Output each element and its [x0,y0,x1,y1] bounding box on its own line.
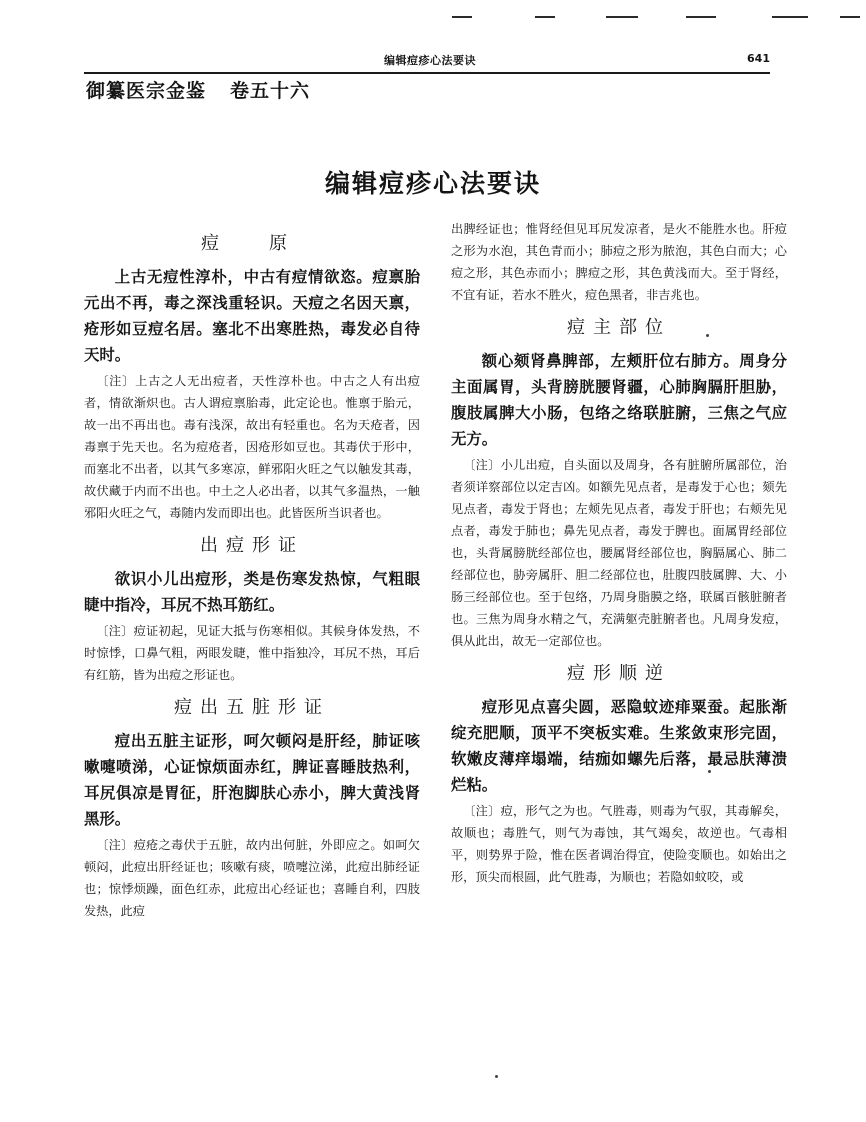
book-name: 御纂医宗金鉴 [86,80,207,102]
note-onset-signs: 〔注〕痘证初起，见证大抵与伤寒相似。其候身体发热，不时惊悸，口鼻气粗，两眼发睫，惟中指独冷，耳尻不热，耳后有红筋，皆为出痘之形证也。 [84,624,420,682]
note-favorable-unfavorable: 〔注〕痘，形气之为也。气胜毒，则毒为气驭，其毒解矣，故顺也；毒胜气，则气为毒蚀，其气竭矣，故逆也。气毒相平，则势界于险，惟在医者调治得宜，使险变顺也。如始出之形，顶尖而根圆，此气胜毒，为顺也；若隐如蚊咬，或 [451,804,787,884]
section-heading-onset-signs: 出痘形证 [200,535,304,556]
section-heading-body-regions: 痘主部位 [567,317,671,338]
running-head-title: 编辑痘疹心法要诀 [384,54,476,67]
section-heading-favorable-unfavorable: 痘形顺逆 [567,663,671,684]
note-five-organs-continued: 出脾经证也；惟肾经但见耳尻发凉者，是火不能胜水也。肝痘之形为水泡，其色青而小；肺痘之形为脓泡，其色白而大；心痘之形，其色赤而小；脾痘之形，其色黄浅而大。至于肾经，不宜有证，若水不胜火，痘色黑者，非吉兆也。 [451,222,787,302]
running-head [84,50,770,74]
verse-favorable-unfavorable: 痘形见点喜尖圆，恶隐蚊迹痱粟蚕。起胀渐绽充肥顺，顶平不突板实难。生浆敛束形完固，软嫩皮薄痒塌端，结痂如螺先后落，最忌肤薄溃烂粘。 [451,698,787,794]
left-column [84,222,420,926]
verse-body-regions: 额心颏肾鼻脾部，左颊肝位右肺方。周身分主面属胃，头背膀胱腰肾疆，心肺胸膈肝胆胁，腹肢属脾大小肠，包络之络联脏腑，三焦之气应无方。 [451,352,787,448]
verse-onset-signs: 欲识小儿出痘形，类是伤寒发热惊，气粗眼睫中指冷，耳尻不热耳筋红。 [84,570,420,614]
section-heading-five-organs: 痘出五脏形证 [174,697,330,718]
right-column [451,218,787,892]
note-body-regions: 〔注〕小儿出痘，自头面以及周身，各有脏腑所属部位，治者须详察部位以定吉凶。如额先见点者，是毒发于心也；颏先见点者，毒发于肾也；左颊先见点者，毒发于肝也；右颊先见点者，毒发于肺也；鼻先见点者，毒发于脾也。面属胃经部位也，头背属膀胱经部位也，腰属肾经部位也，胸膈属心、肺二经部位也，胁旁属肝、胆二经部位也，肚腹四肢属脾、大、小肠三经部位也。至于包络，乃周身脂膜之络，联属百骸脏腑者也。三焦为周身水精之气，充满躯壳脏腑者也。凡周身发痘，俱从此出，故无一定部位也。 [451,458,787,648]
verse-origin: 上古无痘性淳朴，中古有痘情欲恣。痘禀胎元出不再，毒之深浅重轻识。天痘之名因天禀，疮形如豆痘名居。塞北不出寒胜热，毒发必自待天时。 [84,268,420,364]
speck-mark [706,334,709,337]
verse-five-organs: 痘出五脏主证形，呵欠顿闷是肝经，肺证咳嗽嚏喷涕，心证惊烦面赤红，脾证喜睡肢热利，耳尻俱凉是胃征，肝泡脚肤心赤小，脾大黄浅肾黑形。 [84,732,420,828]
speck-mark [708,770,711,773]
page-number: 641 [747,52,770,65]
section-heading-origin: 痘 原 [201,233,303,254]
volume-label: 卷五十六 [230,80,311,102]
main-title: 编辑痘疹心法要诀 [324,169,541,198]
scan-artifact-lines [0,4,866,24]
speck-mark [495,1075,498,1078]
note-origin: 〔注〕上古之人无出痘者，天性淳朴也。中古之人有出痘者，情欲渐炽也。古人谓痘禀胎毒，此定论也。惟禀于胎元，故一出不再出也。毒有浅深，故出有轻重也。名为天疮者，因毒禀于先天也。名为痘疮者，因疮形如豆也。其毒伏于形中，而塞北不出者，以其气多寒凉，鲜邪阳火旺之气以触发其毒，故伏藏于内而不出也。中土之人必出者，以其气多温热，一触邪阳火旺之气，毒随内发而即出也。此皆医所当识者也。 [84,374,420,520]
note-five-organs: 〔注〕痘疮之毒伏于五脏，故内出何脏，外即应之。如呵欠顿闷，此痘出肝经证也；咳嗽有痰，喷嚏泣涕，此痘出肺经证也；惊悸烦躁，面色红赤，此痘出心经证也；喜睡自利，四肢发热，此痘 [84,838,420,918]
book-title [86,76,310,103]
